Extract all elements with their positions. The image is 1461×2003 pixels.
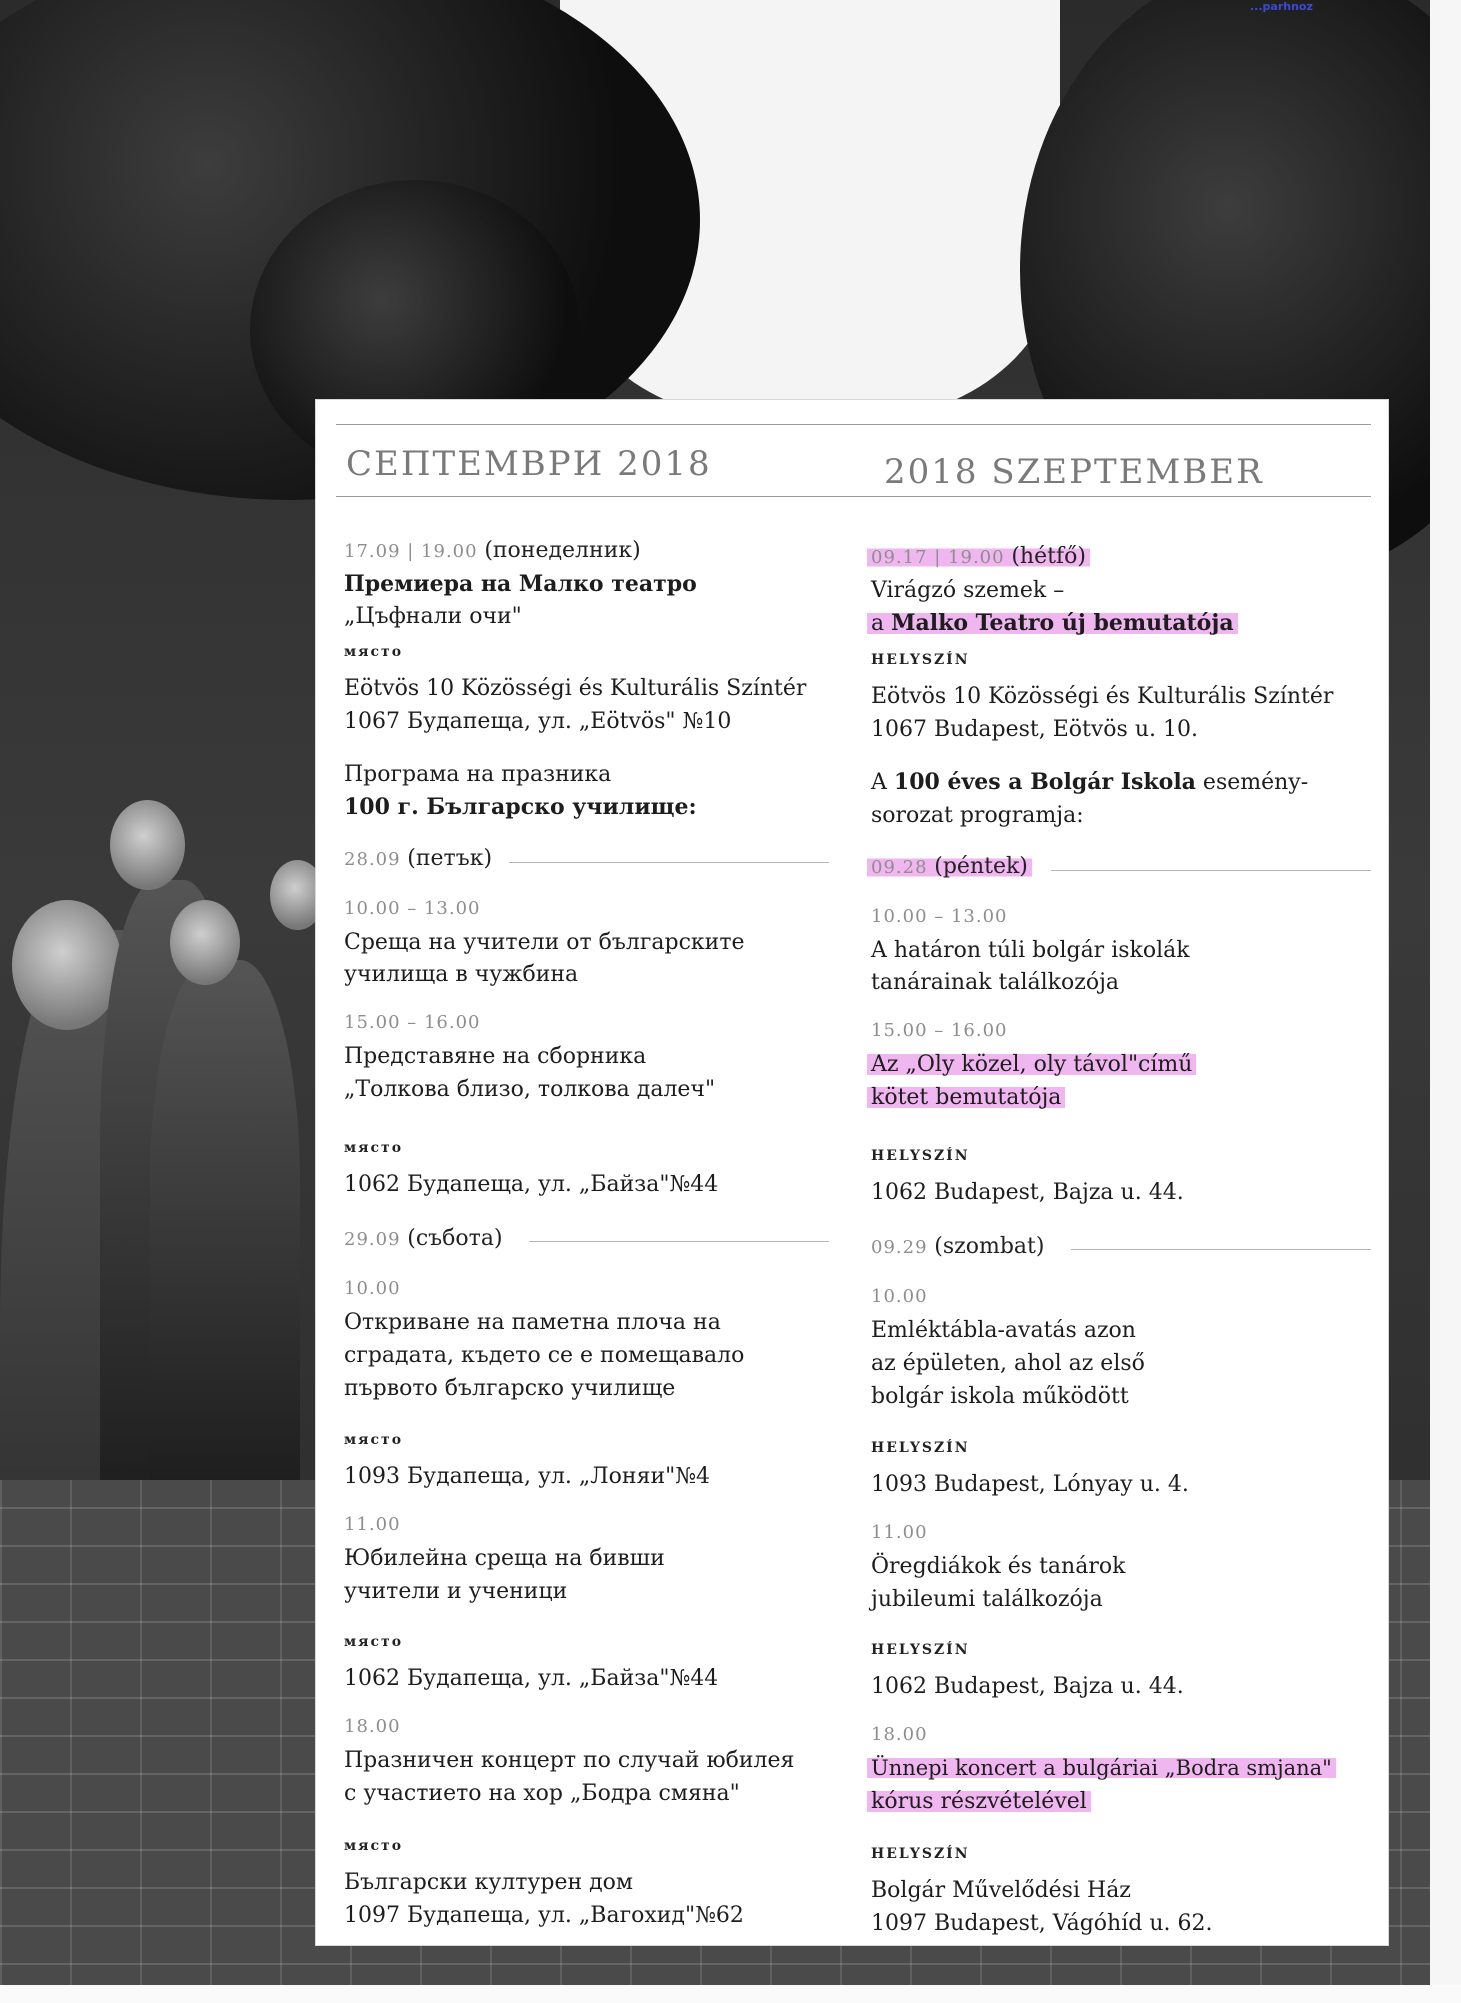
- day-heading: 29.09 (събота): [344, 1226, 503, 1251]
- event-subtitle: „Цъфнали очи": [344, 604, 522, 629]
- address: 1093 Будапеща, ул. „Лоняи"№4: [344, 1464, 711, 1489]
- address: 1067 Будапеща, ул. „Eötvös" №10: [344, 709, 732, 734]
- event-time: 11.00: [871, 1522, 928, 1543]
- event-text: първото българско училище: [344, 1376, 676, 1401]
- event-text: Emléktábla-avatás azon: [871, 1318, 1136, 1343]
- event-time: 18.00: [344, 1716, 401, 1737]
- address: 1062 Budapest, Bajza u. 44.: [871, 1180, 1184, 1205]
- day-divider: [529, 1241, 829, 1242]
- day-heading: 28.09 (петък): [344, 846, 493, 871]
- place-label: място: [344, 1838, 404, 1854]
- place-label: HELYSZÍN: [871, 1148, 970, 1164]
- event-time: 15.00 – 16.00: [344, 1012, 481, 1033]
- place-label: място: [344, 1634, 404, 1650]
- event-text: Юбилейна среща на бивши: [344, 1546, 665, 1571]
- event-text: Öregdiákok és tanárok: [871, 1554, 1126, 1579]
- event-text: Ünnepi koncert a bulgáriai „Bodra smjana": [871, 1752, 1336, 1785]
- address: 1067 Budapest, Eötvös u. 10.: [871, 717, 1198, 742]
- corner-mark: ...parhnoz: [1250, 0, 1313, 13]
- event-title: Премиера на Малко театро: [344, 571, 697, 597]
- day-heading: 09.29 (szombat): [871, 1234, 1045, 1259]
- intro-title: 100 г. Българско училище:: [344, 794, 697, 820]
- place-label: HELYSZÍN: [871, 652, 970, 668]
- event-text: Представяне на сборника: [344, 1044, 647, 1069]
- address: 1062 Будапеща, ул. „Байза"№44: [344, 1666, 719, 1691]
- event-text: с участието на хор „Бодра смяна": [344, 1781, 740, 1806]
- page-margin: [1430, 0, 1461, 2003]
- header-bulgarian: СЕПТЕМВРИ 2018: [346, 444, 712, 484]
- event-text: tanárainak találkozója: [871, 970, 1120, 995]
- event-text: „Толкова близо, толкова далеч": [344, 1077, 716, 1102]
- intro-text: Програма на празника: [344, 762, 612, 787]
- address: 1062 Будапеща, ул. „Байза"№44: [344, 1172, 719, 1197]
- event-text: bolgár iskola működött: [871, 1384, 1129, 1409]
- event-time: 15.00 – 16.00: [871, 1020, 1008, 1041]
- header-rule-top: [336, 424, 1371, 425]
- event-text: учители и ученици: [344, 1579, 568, 1604]
- event-text: A határon túli bolgár iskolák: [871, 938, 1190, 963]
- event-text: kórus részvételével: [871, 1785, 1091, 1818]
- intro-text: A 100 éves a Bolgár Iskola esemény-: [871, 769, 1309, 795]
- venue: Eötvös 10 Közösségi és Kulturális Színtér: [344, 676, 807, 701]
- event-text: сградата, където се е помещавало: [344, 1343, 745, 1368]
- event-time: 10.00 – 13.00: [344, 898, 481, 919]
- header-hungarian: 2018 SZEPTEMBER: [884, 452, 1264, 492]
- event-text: az épületen, ahol az első: [871, 1351, 1145, 1376]
- child-face: [170, 900, 240, 985]
- event-text: Az „Oly közel, oly távol"című: [871, 1048, 1196, 1081]
- event-text: Среща на учители от българските: [344, 930, 745, 955]
- day-divider: [1071, 1249, 1371, 1250]
- address: 1097 Будапеща, ул. „Вагохид"№62: [344, 1903, 744, 1928]
- place-label: място: [344, 1140, 404, 1156]
- event-text: Празничен концерт по случай юбилея: [344, 1748, 795, 1773]
- place-label: място: [344, 1432, 404, 1448]
- child-face: [12, 900, 122, 1030]
- event-time: 17.09 | 19.00 (понеделник): [344, 538, 641, 563]
- day-divider: [1051, 870, 1371, 871]
- day-heading: 09.28 (péntek): [871, 854, 1032, 879]
- address: 1097 Budapest, Vágóhíd u. 62.: [871, 1911, 1213, 1936]
- event-text: Откриване на паметна плоча на: [344, 1310, 721, 1335]
- event-time: 10.00: [344, 1278, 401, 1299]
- event-time: 18.00: [871, 1724, 928, 1745]
- event-text: Virágzó szemek –: [871, 578, 1065, 603]
- event-title: a Malko Teatro új bemutatója: [871, 607, 1238, 640]
- child-figure: [150, 960, 300, 1520]
- event-text: училища в чужбина: [344, 962, 579, 987]
- header-rule-bottom: [336, 496, 1371, 497]
- venue: Eötvös 10 Közösségi és Kulturális Színtér: [871, 684, 1334, 709]
- event-time: 11.00: [344, 1514, 401, 1535]
- event-text: kötet bemutatója: [871, 1081, 1065, 1114]
- address: 1093 Budapest, Lónyay u. 4.: [871, 1472, 1189, 1497]
- day-divider: [509, 862, 829, 863]
- place-label: място: [344, 644, 404, 660]
- venue: Български културен дом: [344, 1870, 634, 1895]
- page-margin: [0, 1985, 1461, 2003]
- event-time: 09.17 | 19.00 (hétfő): [871, 544, 1090, 569]
- place-label: HELYSZÍN: [871, 1642, 970, 1658]
- event-time: 10.00: [871, 1286, 928, 1307]
- child-face: [110, 800, 185, 890]
- place-label: HELYSZÍN: [871, 1440, 970, 1456]
- event-time: 10.00 – 13.00: [871, 906, 1008, 927]
- event-text: jubileumi találkozója: [871, 1587, 1103, 1612]
- intro-text: sorozat programja:: [871, 803, 1084, 828]
- program-panel: [316, 400, 1388, 1945]
- place-label: HELYSZÍN: [871, 1846, 970, 1862]
- address: 1062 Budapest, Bajza u. 44.: [871, 1674, 1184, 1699]
- venue: Bolgár Művelődési Ház: [871, 1878, 1131, 1903]
